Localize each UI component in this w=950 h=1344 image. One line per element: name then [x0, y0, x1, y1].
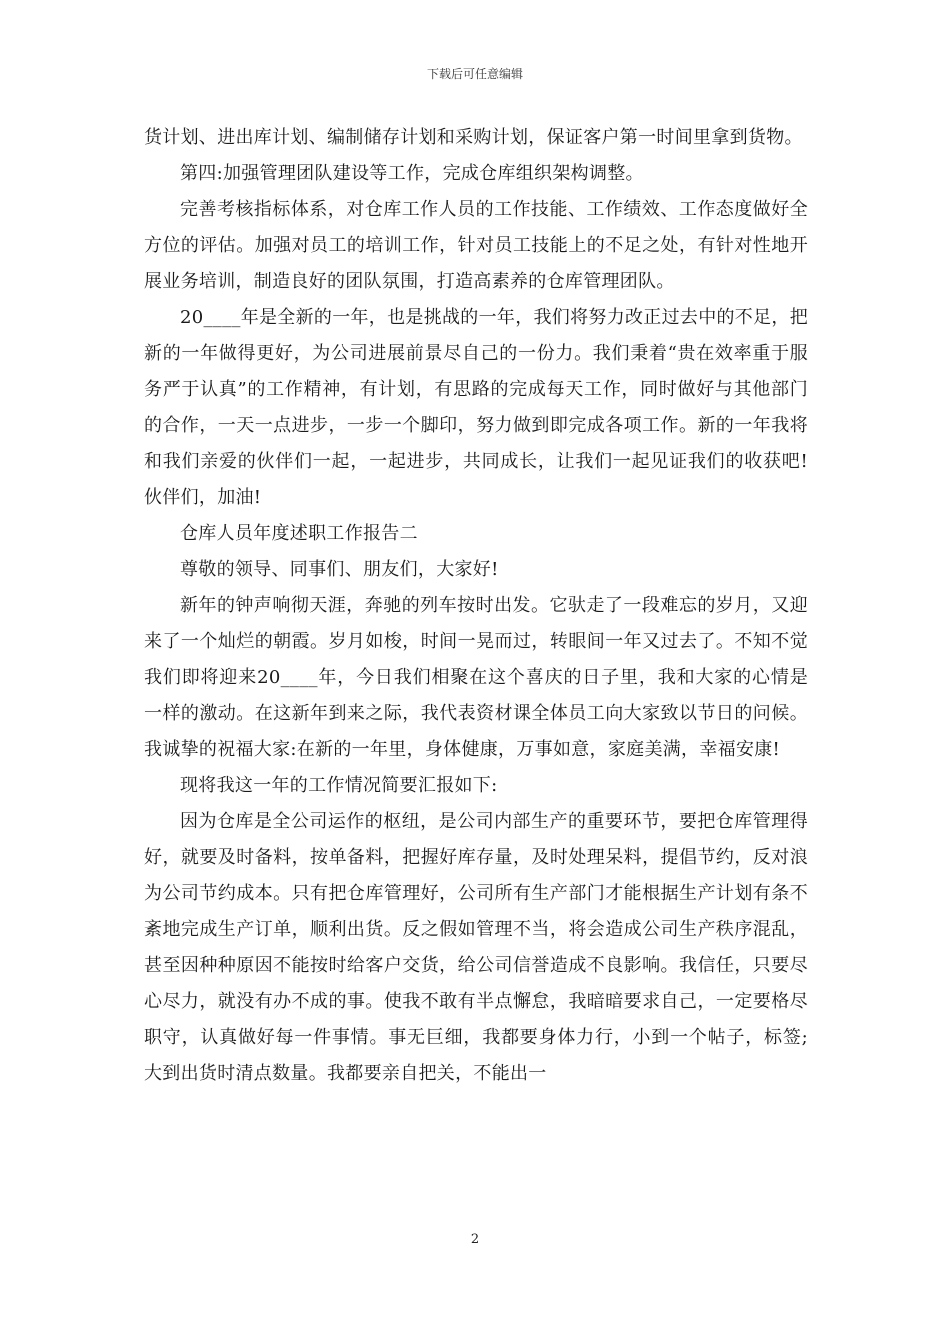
page-header-note: 下载后可任意编辑: [426, 67, 523, 81]
document-body: [144, 120, 808, 1092]
paragraph: 第四:加强管理团队建设等工作，完成仓库组织架构调整。: [180, 163, 644, 184]
paragraph: 现将我这一年的工作情况简要汇报如下:: [180, 775, 498, 796]
paragraph: 新年的钟声响彻天涯，奔驰的列车按时出发。它驮走了一段难忘的岁月，又迎来了一个灿烂的朝霞。岁月如梭，时间一晃而过，转眼间一年又过去了。不知不觉我们即将迎来20____年，今日我们相聚在这个喜庆的日子里，我和大家的心情是一样的激动。在这新年到来之际，我代表资材课全体员工向大家致以节日的问候。我诚挚的祝福大家:在新的一年里，身体健康，万事如意，家庭美满，幸福安康!: [144, 595, 808, 760]
greeting: 尊敬的领导、同事们、朋友们，大家好!: [180, 559, 499, 580]
paragraph: 因为仓库是全公司运作的枢纽，是公司内部生产的重要环节，要把仓库管理得好，就要及时备料，按单备料，把握好库存量，及时处理呆料，提倡节约，反对浪为公司节约成本。只有把仓库管理好，公司所有生产部门才能根据生产计划有条不紊地完成生产订单，顺利出货。反之假如管理不当，将会造成公司生产秩序混乱，甚至因种种原因不能按时给客户交货，给公司信誉造成不良影响。我信任，只要尽心尽力，就没有办不成的事。使我不敢有半点懈怠，我暗暗要求自己，一定要格尽职守，认真做好每一件事情。事无巨细，我都要身体力行，小到一个帖子，标签;大到出货时清点数量。我都要亲自把关，不能出一: [144, 811, 808, 1084]
paragraph: 货计划、进出库计划、编制储存计划和采购计划，保证客户第一时间里拿到货物。: [144, 127, 803, 148]
paragraph: 20____年是全新的一年，也是挑战的一年，我们将努力改正过去中的不足，把新的一年做得更好，为公司进展前景尽自己的一份力。我们秉着“贵在效率重于服务严于认真”的工作精神，有计划，有思路的完成每天工作，同时做好与其他部门的合作，一天一点进步，一步一个脚印，努力做到即完成各项工作。新的一年我将和我们亲爱的伙伴们一起，一起进步，共同成长，让我们一起见证我们的收获吧!伙伴们，加油!: [144, 307, 809, 508]
section-title: 仓库人员年度述职工作报告二: [180, 523, 418, 544]
page-number: 2: [470, 1232, 480, 1247]
paragraph: 完善考核指标体系，对仓库工作人员的工作技能、工作绩效、工作态度做好全方位的评估。加强对员工的培训工作，针对员工技能上的不足之处，有针对性地开展业务培训，制造良好的团队氛围，打造高素养的仓库管理团队。: [144, 199, 808, 292]
